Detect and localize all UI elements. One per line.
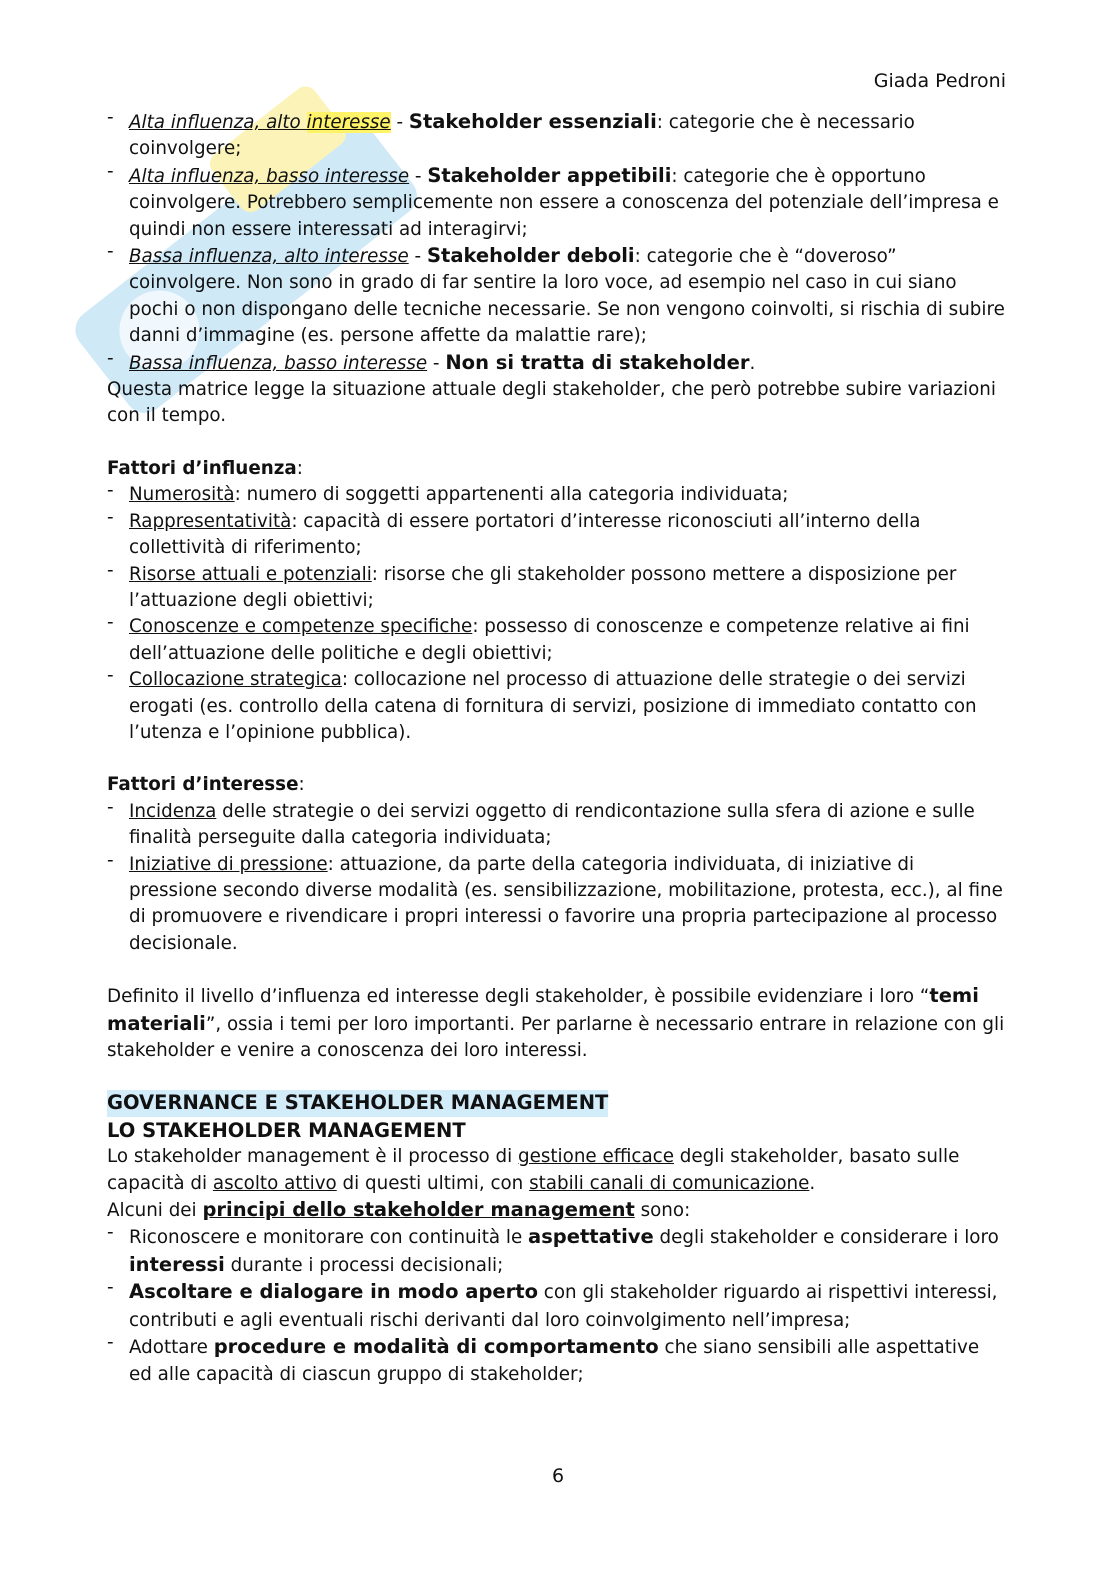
principle-item: - Riconoscere e monitorare con continuità le aspettative degli stakeholder e considerare i loro interessi durante i processi decisionali; — [107, 1224, 1007, 1279]
matrix-desc: . — [749, 352, 756, 374]
matrix-note: Questa matrice legge la situazione attuale degli stakeholder, che però potrebbe subire variazioni con il tempo. — [107, 379, 996, 427]
influence-heading: Fattori d’influenza: — [107, 457, 303, 479]
influence-item: - Risorse attuali e potenziali: risorse che gli stakeholder possono mettere a disposizione per l’attuazione degli obiettivi; — [107, 562, 1007, 615]
author-name: Giada Pedroni — [873, 70, 1006, 92]
matrix-list — [107, 109, 1007, 377]
material-paragraph: Definito il livello d’influenza ed interesse degli stakeholder, è possibile evidenziare i loro “temi materiali”, ossia i temi per loro importanti. Per parlarne è necessario entrare in relazione con gli stakeholder e venire a conoscenza dei loro interessi. — [107, 984, 1005, 1061]
influence-item: - Collocazione strategica: collocazione nel processo di attuazione delle strategie o dei servizi erogati (es. controllo della catena di fornitura di servizi, posizione di immediato contatto con l’utenza e l’opinione pubblica). — [107, 667, 1007, 746]
influence-item: - Conoscenze e competenze specifiche: possesso di conoscenze e competenze relative ai fini dell’attuazione delle politiche e degli obiettivi; — [107, 614, 1007, 667]
principles-list — [107, 1224, 1007, 1388]
matrix-label: Alta influenza, alto interesse — [129, 112, 391, 133]
influence-item: - Numerosità: numero di soggetti appartenenti alla categoria individuata; — [107, 482, 1007, 508]
management-intro: Lo stakeholder management è il processo di gestione efficace degli stakeholder, basato sulle capacità di ascolto attivo di questi ultimi, con stabili canali di comunicazione. — [107, 1146, 960, 1194]
matrix-item-deboli: - Bassa influenza, alto interesse - Stakeholder deboli: categorie che è “doveroso” coinvolgere. Non sono in grado di far sentire la loro voce, ad esempio nel caso in cui siano pochi o non dispongano delle tecniche necessarie. Se non vengono coinvolti, si rischia di subire danni d’immagine (es. persone affette da malattie rare); — [107, 243, 1007, 350]
section-title: GOVERNANCE E STAKEHOLDER MANAGEMENT — [107, 1090, 1007, 1117]
interest-heading: Fattori d’interesse: — [107, 774, 305, 796]
interest-item: - Incidenza delle strategie o dei servizi oggetto di rendicontazione sulla sfera di azione e sulle finalità perseguite dalla categoria individuata; — [107, 799, 1007, 852]
matrix-item-non-stakeholder: - Bassa influenza, basso interesse - Non si tratta di stakeholder. — [107, 350, 1007, 377]
principle-item: - Ascoltare e dialogare in modo aperto con gli stakeholder riguardo ai rispettivi interessi, contributi e agli eventuali rischi derivanti dal loro coinvolgimento nell’impresa; — [107, 1279, 1007, 1334]
interest-item: - Iniziative di pressione: attuazione, da parte della categoria individuata, di iniziative di pressione secondo diverse modalità (es. sensibilizzazione, mobilitazione, protesta, ecc.), al fine di promuovere e rivendicare i propri interessi o favorire una propria partecipazione al processo decisionale. — [107, 852, 1007, 958]
matrix-label: Bassa influenza, basso interesse — [129, 352, 428, 374]
matrix-title: Stakeholder appetibili — [427, 163, 672, 187]
page-number: 6 — [551, 1465, 565, 1487]
matrix-desc: : categorie che è opportuno coinvolgere. Potrebbero semplicemente non essere a conoscenza del potenziale dell’impresa e quindi non essere interessati ad interagirvi; — [129, 165, 999, 240]
matrix-desc: : categorie che è “doveroso” coinvolgere. Non sono in grado di far sentire la loro voce, ad esempio nel caso in cui siano pochi o non dispongano delle tecniche necessarie. Se non vengono coinvolti, si rischia di subire danni d’immagine (es. persone affette da malattie rare); — [129, 246, 1005, 347]
influence-list — [107, 482, 1007, 746]
influence-item: - Rappresentatività: capacità di essere portatori d’interesse riconosciuti all’interno della collettività di riferimento; — [107, 509, 1007, 562]
matrix-title: Non si tratta di stakeholder — [445, 350, 750, 374]
matrix-label: Alta influenza, basso interesse — [129, 165, 410, 187]
matrix-item-appetibili: - Alta influenza, basso interesse - Stakeholder appetibili: categorie che è opportuno coinvolgere. Potrebbero semplicemente non essere a conoscenza del potenziale dell’impresa e quindi non essere interessati ad interagirvi; — [107, 163, 1007, 243]
principle-item: - Adottare procedure e modalità di comportamento che siano sensibili alle aspettative ed alle capacità di ciascun gruppo di stakeholder; — [107, 1334, 1007, 1389]
matrix-title: Stakeholder deboli — [426, 244, 635, 268]
matrix-title: Stakeholder essenziali — [408, 110, 657, 133]
interest-list — [107, 799, 1007, 957]
matrix-item-essenziali: - Alta influenza, alto interesse - Stakeholder essenziali: categorie che è necessario coinvolgere; — [107, 109, 1007, 163]
subsection-title: LO STAKEHOLDER MANAGEMENT — [107, 1118, 466, 1142]
document-content — [107, 109, 1007, 1389]
matrix-label: Bassa influenza, alto interesse — [129, 246, 409, 268]
matrix-desc: : categorie che è necessario coinvolgere; — [129, 112, 915, 160]
principles-intro: Alcuni dei principi dello stakeholder management sono: — [107, 1198, 691, 1222]
